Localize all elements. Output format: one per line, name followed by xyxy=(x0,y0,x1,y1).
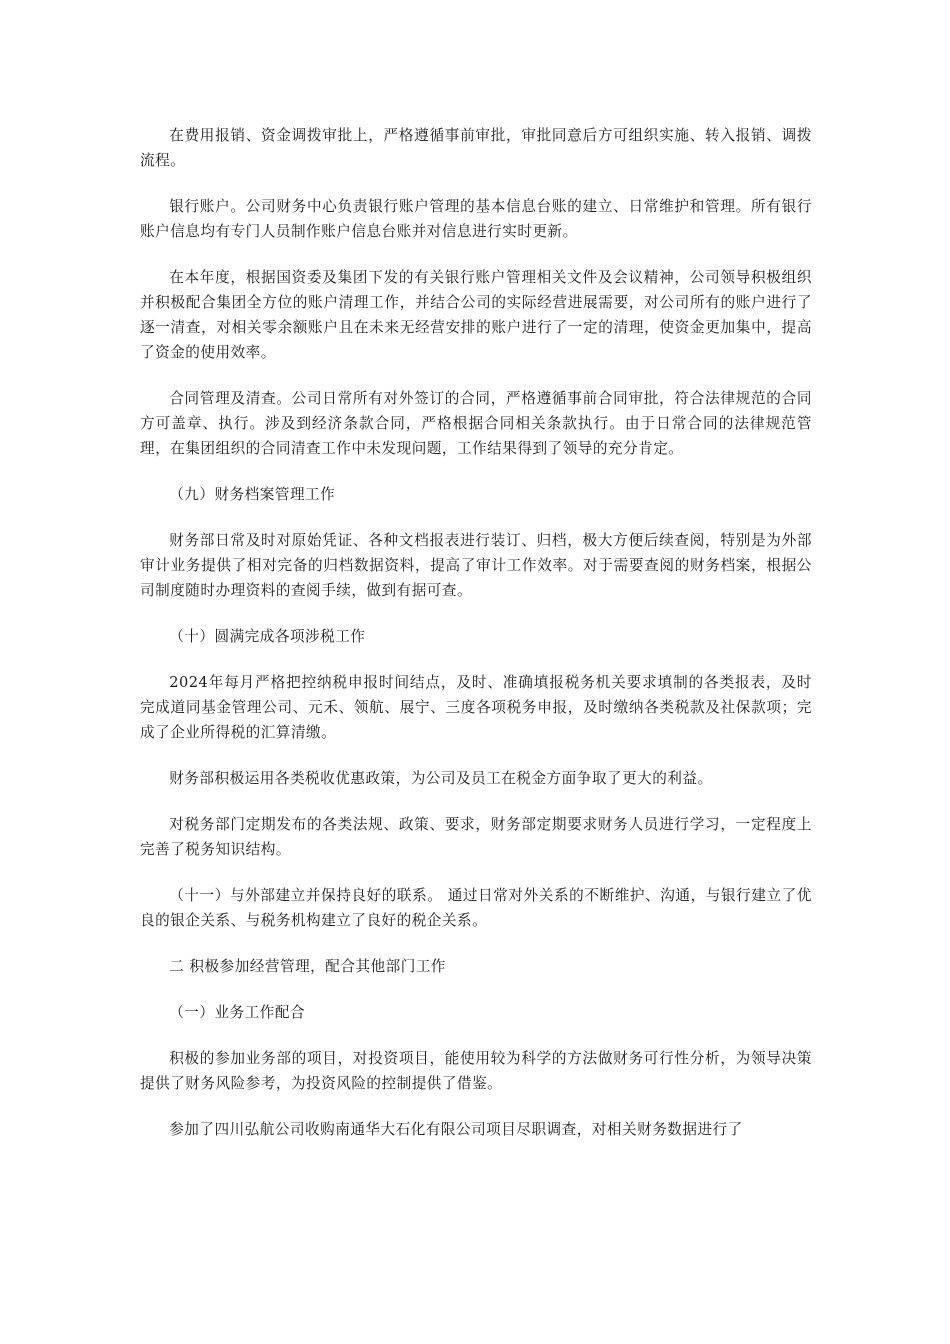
paragraph-due-diligence: 参加了四川弘航公司收购南通华大石化有限公司项目尽职调查，对相关财务数据进行了 xyxy=(169,1121,743,1138)
paragraph-expense-approval: 在费用报销、资金调拨审批上，严格遵循事前审批，审批同意后方可组织实施、转入报销、调拨流程。 xyxy=(140,127,812,169)
paragraph-account-cleanup: 在本年度，根据国资委及集团下发的有关银行账户管理相关文件及会议精神，公司领导积极组织并积极配合集团全方位的账户清理工作，并结合公司的实际经营进展需要，对公司所有的账户进行了逐一清查，对相关零余额账户且在未来无经营安排的账户进行了一定的清理，使资金更加集中，提高了资金的使用效率。 xyxy=(140,269,812,361)
paragraph-archives: 财务部日常及时对原始凭证、各种文档报表进行装订、归档，极大方便后续查阅，特别是为外部审计业务提供了相对完备的归档数据资料，提高了审计工作效率。对于需要查阅的财务档案，根据公司制度随时办理资料的查阅手续，做到有据可查。 xyxy=(140,532,812,599)
paragraph-tax-incentives: 财务部积极运用各类税收优惠政策，为公司及员工在税金方面争取了更大的利益。 xyxy=(169,770,713,787)
paragraph-bank-accounts: 银行账户。公司财务中心负责银行账户管理的基本信息台账的建立、日常维护和管理。所有银行账户信息均有专门人员制作账户信息台账并对信息进行实时更新。 xyxy=(140,198,812,240)
section-heading-business-cooperation: （一）业务工作配合 xyxy=(169,1004,306,1021)
section-heading-archives: （九）财务档案管理工作 xyxy=(169,486,336,503)
paragraph-investment-analysis: 积极的参加业务部的项目，对投资项目，能使用较为科学的方法做财务可行性分析，为领导决策提供了财务风险参考，为投资风险的控制提供了借鉴。 xyxy=(140,1050,812,1092)
document-body xyxy=(140,123,812,1163)
paragraph-tax-training: 对税务部门定期发布的各类法规、政策、要求，财务部定期要求财务人员进行学习，一定程度上完善了税务知识结构。 xyxy=(140,816,812,858)
section-heading-tax: （十）圆满完成各项涉税工作 xyxy=(169,628,366,645)
paragraph-contract-management: 合同管理及清查。公司日常所有对外签订的合同，严格遵循事前合同审批，符合法律规范的合同方可盖章、执行。涉及到经济条款合同，严格根据合同相关条款执行。由于日常合同的法律规范管理，在集团组织的合同清查工作中未发现问题，工作结果得到了领导的充分肯定。 xyxy=(140,390,812,457)
paragraph-tax-filing: 2024年每月严格把控纳税申报时间结点，及时、准确填报税务机关要求填制的各类报表，及时完成道同基金管理公司、元禾、领航、展宁、三度各项税务申报，及时缴纳各类税款及社保款项；完成了企业所得税的汇算清缴。 xyxy=(140,674,812,741)
section-heading-management: 二 积极参加经营管理，配合其他部门工作 xyxy=(169,958,447,975)
paragraph-external-relations: （十一）与外部建立并保持良好的联系。 通过日常对外关系的不断维护、沟通，与银行建立了优良的银企关系、与税务机构建立了良好的税企关系。 xyxy=(140,887,812,929)
